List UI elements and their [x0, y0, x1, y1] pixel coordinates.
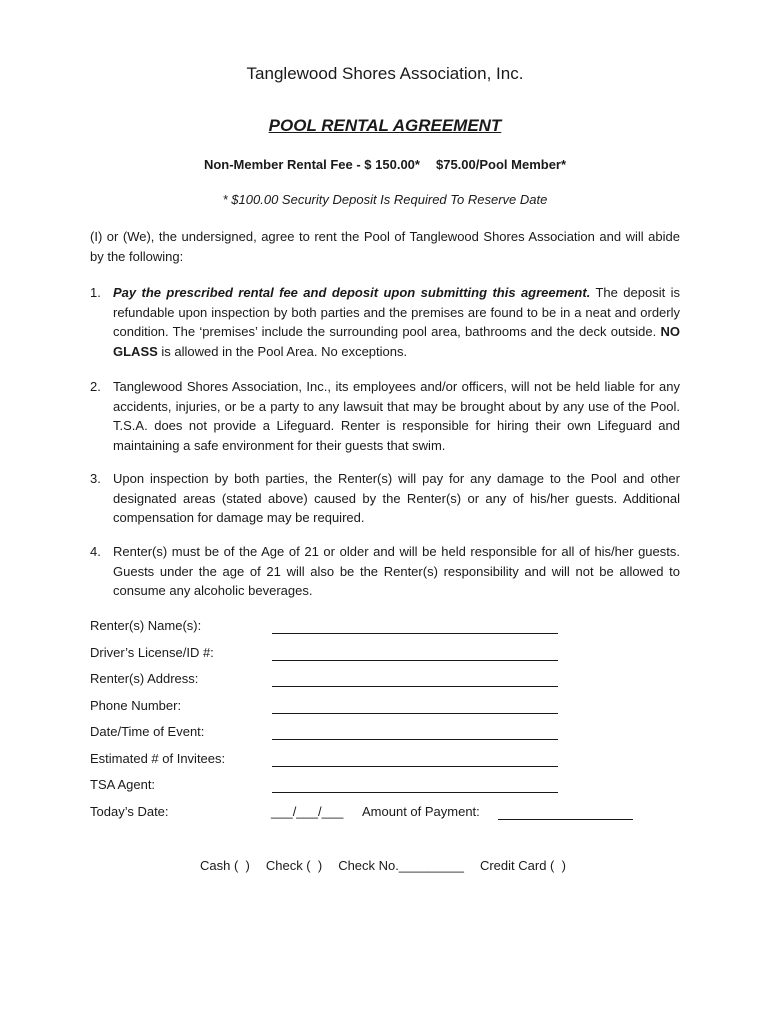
- nonmember-fee: Non-Member Rental Fee - $ 150.00*: [203, 157, 420, 172]
- invitees-field[interactable]: [272, 766, 558, 767]
- item-number: 1.: [90, 285, 101, 300]
- todays-date-field[interactable]: ___/___/___: [271, 803, 344, 819]
- item-text: Tanglewood Shores Association, Inc., its employees and/or officers, will not be held liable for any accidents, injuries, or be a party to any lawsuit that may be brought about by any use of the Pool. T.S.A. does not provide a Lifeguard. Renter is responsible for hiring their own Lifeguard and maintaining a safe environment for their guests that swim.: [113, 379, 680, 453]
- credit-card-option[interactable]: Credit Card ( ): [479, 858, 566, 873]
- invitees-label: Estimated # of Invitees:: [90, 750, 226, 766]
- renter-names-field[interactable]: [272, 633, 558, 634]
- license-label: Driver’s License/ID #:: [90, 644, 214, 660]
- payment-method-line: [200, 858, 582, 873]
- item-number: 4.: [90, 544, 101, 559]
- amount-label: Amount of Payment:: [362, 803, 480, 819]
- phone-field[interactable]: [272, 713, 558, 714]
- member-fee: $75.00/Pool Member*: [435, 157, 567, 172]
- terms-item-4: [90, 542, 680, 601]
- form-row-invitees: [90, 751, 690, 778]
- item-number: 2.: [90, 379, 101, 394]
- item-text-a: The deposit is refundable upon inspection by both parties and the premises are found to be in a neat and orderly condition. The ‘premises’ include the surrounding pool area, bathrooms and the deck outside.: [113, 285, 681, 339]
- tsa-agent-label: TSA Agent:: [90, 777, 156, 792]
- event-datetime-field[interactable]: [272, 739, 558, 740]
- organization-name: Tanglewood Shores Association, Inc.: [246, 64, 524, 83]
- no-glass-emphasis: NO GLASS: [113, 324, 680, 359]
- form-row-renter-names: [90, 618, 690, 645]
- address-label: Renter(s) Address:: [90, 671, 199, 686]
- renter-names-label: Renter(s) Name(s):: [90, 618, 202, 633]
- item-number: 3.: [90, 471, 101, 486]
- form-row-address: [90, 671, 690, 698]
- renter-form: [90, 618, 690, 830]
- address-field[interactable]: [272, 686, 558, 687]
- item-text: Renter(s) must be of the Age of 21 or older and will be held responsible for all of his/her guests. Guests under the age of 21 will also be the Renter(s) responsibility and will not be allowed to consume any alcoholic beverages.: [113, 544, 680, 598]
- terms-item-3: [90, 469, 680, 528]
- check-number-field[interactable]: Check No._________: [338, 858, 464, 873]
- document-title: POOL RENTAL AGREEMENT: [268, 116, 502, 135]
- item-text-b: is allowed in the Pool Area. No exceptions.: [157, 343, 408, 359]
- item-text: Upon inspection by both parties, the Renter(s) will pay for any damage to the Pool and other designated areas (stated above) caused by the Renter(s) or any of his/her guests. Additional compensation for damage may be required.: [113, 471, 680, 525]
- tsa-agent-field[interactable]: [272, 792, 558, 793]
- event-datetime-label: Date/Time of Event:: [90, 724, 205, 739]
- amount-field[interactable]: [498, 819, 633, 820]
- form-row-phone: [90, 698, 690, 725]
- item-text: [113, 283, 680, 361]
- check-option[interactable]: Check ( ): [265, 858, 323, 873]
- form-row-todays-date: [90, 804, 690, 831]
- form-row-tsa-agent: [90, 777, 690, 804]
- todays-date-label: Today’s Date:: [90, 803, 169, 819]
- deposit-note: * $100.00 Security Deposit Is Required To Reserve Date: [222, 192, 548, 207]
- form-row-event-datetime: [90, 724, 690, 751]
- license-field[interactable]: [272, 660, 558, 661]
- phone-label: Phone Number:: [90, 697, 182, 713]
- cash-option[interactable]: Cash ( ): [200, 858, 250, 873]
- terms-item-2: [90, 377, 680, 455]
- item-lead: Pay the prescribed rental fee and deposit upon submitting this agreement.: [113, 285, 591, 300]
- intro-paragraph: (I) or (We), the undersigned, agree to rent the Pool of Tanglewood Shores Association and will abide by the following:: [90, 229, 680, 264]
- terms-item-1: [90, 283, 680, 361]
- form-row-license: [90, 645, 690, 672]
- fee-line: [0, 157, 770, 172]
